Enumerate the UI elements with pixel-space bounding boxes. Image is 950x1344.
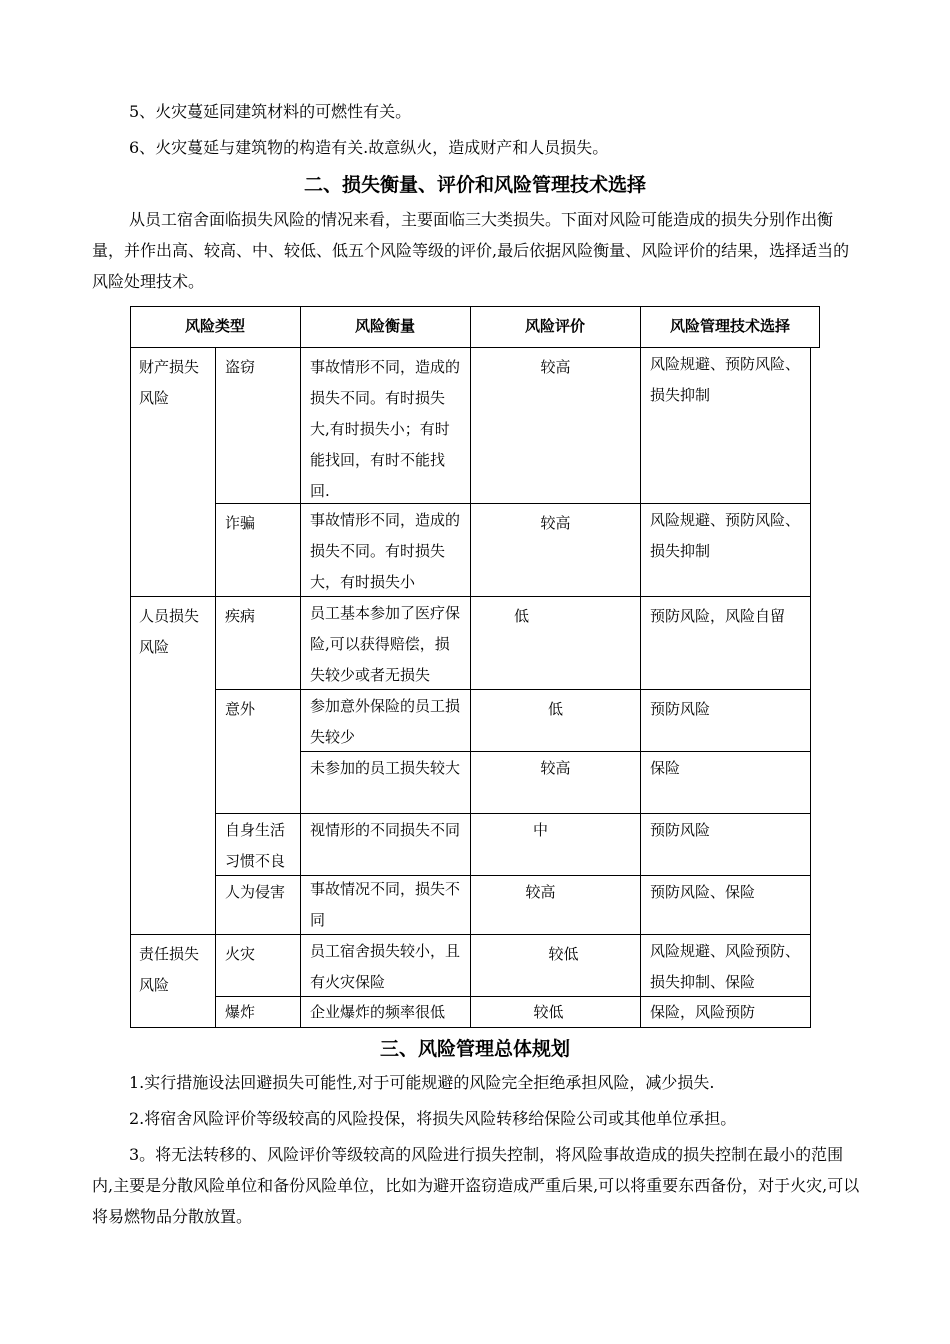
table-cell-measure: 员工宿舍损失较小，且有火灾保险 xyxy=(310,942,461,991)
table-cell-sub: 爆炸 xyxy=(225,1003,256,1021)
table-rule xyxy=(215,347,216,1028)
table-cell-tech: 风险规避、预防风险、损失抑制 xyxy=(650,355,801,404)
table-cell-tech: 风险规避、风险预防、损失抑制、保险 xyxy=(650,942,801,991)
table-cell-eval: 较低 xyxy=(548,945,579,963)
table-cell-tech: 保险 xyxy=(650,759,681,777)
header-risk-technique: 风险管理技术选择 xyxy=(669,317,790,335)
table-cell-sub: 盗窃 xyxy=(225,358,256,376)
table-cell-tech: 预防风险 xyxy=(650,821,711,839)
risk-table xyxy=(130,306,820,1028)
table-rule xyxy=(810,347,811,1028)
paragraph-item-5: 5、火灾蔓延同建筑材料的可燃性有关。 xyxy=(129,102,412,121)
category-liability-loss: 责任损失风险 xyxy=(139,945,200,994)
table-cell-sub: 自身生活习惯不良 xyxy=(225,821,286,870)
plan-item-2: 2.将宿舍风险评价等级较高的风险投保，将损失风险转移给保险公司或其他单位承担。 xyxy=(129,1109,737,1128)
table-cell-eval: 较高 xyxy=(525,883,556,901)
table-cell-tech: 预防风险 xyxy=(650,700,711,718)
table-cell-measure: 视情形的不同损失不同 xyxy=(310,821,461,839)
table-cell-sub: 意外 xyxy=(225,700,256,718)
table-cell-eval: 较高 xyxy=(540,358,571,376)
paragraph-item-6: 6、火灾蔓延与建筑物的构造有关.故意纵火，造成财产和人员损失。 xyxy=(129,138,609,157)
table-rule xyxy=(640,306,641,1028)
table-rule xyxy=(130,596,811,597)
table-rule xyxy=(470,306,471,1028)
table-cell-eval: 中 xyxy=(532,821,548,839)
table-cell-tech: 保险，风险预防 xyxy=(650,1003,756,1021)
table-cell-tech: 风险规避、预防风险、损失抑制 xyxy=(650,511,801,560)
table-cell-measure: 参加意外保险的员工损失较少 xyxy=(310,697,461,746)
table-cell-measure: 事故情况不同，损失不同 xyxy=(310,880,461,929)
header-risk-evaluation: 风险评价 xyxy=(524,317,585,335)
table-cell-sub: 诈骗 xyxy=(225,514,256,532)
category-personnel-loss: 人员损失风险 xyxy=(139,607,200,656)
table-cell-eval: 较高 xyxy=(540,514,571,532)
table-cell-sub: 人为侵害 xyxy=(225,883,286,901)
table-cell-tech: 预防风险、保险 xyxy=(650,883,756,901)
header-risk-measure: 风险衡量 xyxy=(354,317,415,335)
table-cell-eval: 较低 xyxy=(533,1003,564,1021)
table-cell-sub: 火灾 xyxy=(225,945,256,963)
plan-item-1: 1.实行措施设法回避损失可能性,对于可能规避的风险完全拒绝承担风险，减少损失. xyxy=(129,1073,715,1092)
category-property-loss: 财产损失风险 xyxy=(139,358,200,407)
table-cell-measure: 未参加的员工损失较大 xyxy=(310,759,461,777)
table-cell-eval: 低 xyxy=(514,607,530,625)
table-cell-eval: 低 xyxy=(547,700,563,718)
table-cell-sub: 疾病 xyxy=(225,607,256,625)
section-2-heading: 二、损失衡量、评价和风险管理技术选择 xyxy=(303,174,646,196)
table-cell-eval: 较高 xyxy=(540,759,571,777)
table-rule xyxy=(130,306,131,1028)
section-2-intro: 从员工宿舍面临损失风险的情况来看，主要面临三大类损失。下面对风险可能造成的损失分别作出衡量，并作出高、较高、中、较低、低五个风险等级的评价,最后依据风险衡量、风险评价的结果，选择适当的风险处理技术。 xyxy=(92,210,850,291)
table-cell-measure: 事故情形不同，造成的损失不同。有时损失大，有时损失小 xyxy=(310,511,461,591)
table-cell-measure: 事故情形不同，造成的损失不同。有时损失大,有时损失小；有时能找回，有时不能找回. xyxy=(310,358,461,500)
table-cell-measure: 员工基本参加了医疗保险,可以获得赔偿，损失较少或者无损失 xyxy=(310,604,461,684)
table-cell-tech: 预防风险，风险自留 xyxy=(650,607,786,625)
header-risk-type: 风险类型 xyxy=(184,317,245,335)
plan-item-3: 3。将无法转移的、风险评价等级较高的风险进行损失控制，将风险事故造成的损失控制在最小的范围内,主要是分散风险单位和备份风险单位，比如为避开盗窃造成严重后果,可以将重要东西备份，对于火灾,可以将易燃物品分散放置。 xyxy=(92,1145,860,1226)
section-3-heading: 三、风险管理总体规划 xyxy=(379,1038,570,1060)
table-cell-measure: 企业爆炸的频率很低 xyxy=(310,1003,446,1021)
